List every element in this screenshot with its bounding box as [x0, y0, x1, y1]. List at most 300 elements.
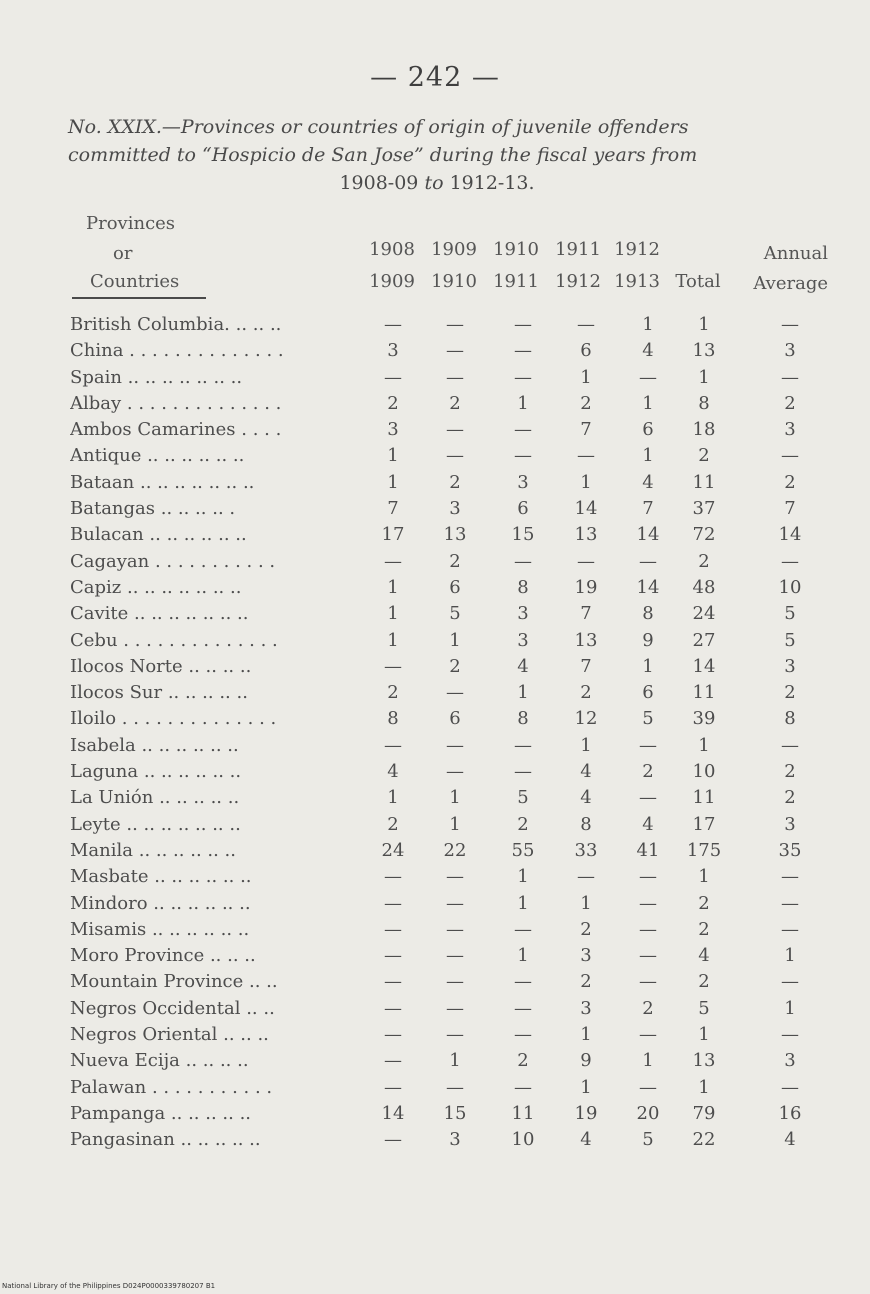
- row-total: 8: [698, 392, 710, 414]
- row-year-value: 1: [642, 392, 654, 414]
- table-row: [0, 891, 870, 917]
- row-year-value: —: [577, 445, 595, 467]
- row-year-value: 4: [517, 655, 529, 677]
- row-year-value: —: [384, 1024, 402, 1046]
- row-annual-average: 2: [784, 761, 796, 783]
- row-year-value: —: [514, 340, 532, 362]
- row-year-value: —: [514, 761, 532, 783]
- table-row: [0, 759, 870, 785]
- row-year-value: —: [639, 892, 657, 914]
- table-row: [0, 838, 870, 864]
- row-annual-average: 3: [784, 340, 796, 362]
- row-year-value: —: [446, 734, 464, 756]
- row-year-value: —: [384, 314, 402, 335]
- row-year-value: —: [446, 419, 464, 441]
- row-year-value: 1: [387, 629, 399, 651]
- row-year-value: —: [514, 971, 532, 993]
- table-row: [0, 943, 870, 969]
- row-year-value: —: [514, 734, 532, 756]
- row-year-value: 5: [517, 787, 529, 809]
- row-year-value: 2: [517, 1050, 529, 1072]
- table-row: [0, 496, 870, 522]
- row-year-value: —: [514, 918, 532, 940]
- table-caption: [68, 113, 836, 197]
- row-total: 14: [692, 655, 716, 677]
- row-year-value: —: [384, 550, 402, 572]
- row-annual-average: —: [781, 866, 799, 888]
- row-year-value: 2: [387, 392, 399, 414]
- header-total: Total: [675, 271, 721, 292]
- row-annual-average: —: [781, 734, 799, 756]
- table-row: [0, 470, 870, 496]
- row-annual-average: 35: [778, 839, 802, 861]
- row-province-name: Batangas .. .. .. .. .: [70, 498, 236, 520]
- row-province-name: Palawan . . . . . . . . . . .: [70, 1076, 273, 1098]
- row-year-value: 13: [574, 524, 598, 546]
- row-annual-average: 3: [784, 655, 796, 677]
- row-year-value: —: [514, 997, 532, 1019]
- row-year-value: 1: [642, 1050, 654, 1072]
- row-year-value: 19: [574, 576, 598, 598]
- row-year-value: —: [446, 971, 464, 993]
- row-province-name: Bataan .. .. .. .. .. .. ..: [70, 471, 255, 493]
- table-row: [0, 996, 870, 1022]
- row-year-value: 7: [387, 498, 399, 520]
- row-year-value: 5: [449, 603, 461, 625]
- header-or: or: [113, 243, 133, 264]
- row-province-name: Cebu . . . . . . . . . . . . . .: [70, 629, 278, 651]
- header-annual: Annual: [763, 243, 828, 264]
- row-year-value: —: [384, 734, 402, 756]
- row-total: 2: [698, 918, 710, 940]
- row-annual-average: 3: [784, 813, 796, 835]
- row-total: 1: [698, 314, 710, 335]
- row-year-value: —: [446, 1076, 464, 1098]
- row-annual-average: —: [781, 1024, 799, 1046]
- row-year-value: 1: [387, 603, 399, 625]
- row-total: 39: [692, 708, 716, 730]
- row-year-value: —: [446, 314, 464, 335]
- row-total: 1: [698, 734, 710, 756]
- row-province-name: Manila .. .. .. .. .. ..: [70, 839, 236, 861]
- row-year-value: 1: [387, 576, 399, 598]
- row-year-value: —: [577, 866, 595, 888]
- row-annual-average: —: [781, 366, 799, 388]
- row-year-value: —: [446, 340, 464, 362]
- table-row: [0, 1075, 870, 1101]
- row-province-name: Iloilo . . . . . . . . . . . . . .: [70, 708, 277, 730]
- row-total: 2: [698, 892, 710, 914]
- row-total: 13: [692, 1050, 716, 1072]
- row-province-name: Antique .. .. .. .. .. ..: [70, 445, 245, 467]
- row-total: 2: [698, 550, 710, 572]
- row-year-value: 9: [642, 629, 654, 651]
- row-year-value: 1: [642, 655, 654, 677]
- row-year-value: 2: [580, 392, 592, 414]
- row-year-value: 3: [517, 603, 529, 625]
- row-year-value: 6: [449, 576, 461, 598]
- row-total: 2: [698, 971, 710, 993]
- row-year-value: 3: [387, 340, 399, 362]
- row-year-value: 6: [642, 419, 654, 441]
- table-row: [0, 417, 870, 443]
- row-annual-average: 3: [784, 419, 796, 441]
- table-body: [0, 312, 870, 1154]
- row-year-value: 1: [642, 314, 654, 335]
- row-province-name: La Unión .. .. .. .. ..: [70, 787, 240, 809]
- row-year-value: —: [384, 1076, 402, 1098]
- row-year-value: —: [639, 734, 657, 756]
- row-year-value: —: [384, 971, 402, 993]
- row-year-value: 1: [642, 445, 654, 467]
- header-year-top-3: 1910: [493, 239, 539, 260]
- row-province-name: Mountain Province .. ..: [70, 971, 278, 993]
- row-year-value: —: [384, 945, 402, 967]
- row-annual-average: —: [781, 971, 799, 993]
- header-year-bottom-1: 1909: [369, 271, 415, 292]
- row-year-value: 1: [580, 1024, 592, 1046]
- row-total: 2: [698, 445, 710, 467]
- row-year-value: —: [514, 550, 532, 572]
- row-province-name: Albay . . . . . . . . . . . . . .: [70, 392, 282, 414]
- row-annual-average: 1: [784, 997, 796, 1019]
- row-province-name: Mindoro .. .. .. .. .. ..: [70, 892, 251, 914]
- row-year-value: —: [639, 550, 657, 572]
- row-annual-average: 1: [784, 945, 796, 967]
- row-year-value: 14: [636, 576, 660, 598]
- row-year-value: —: [514, 445, 532, 467]
- row-year-value: 14: [636, 524, 660, 546]
- row-year-value: 7: [580, 419, 592, 441]
- row-province-name: Pampanga .. .. .. .. ..: [70, 1102, 252, 1124]
- row-year-value: —: [384, 1050, 402, 1072]
- row-year-value: —: [384, 892, 402, 914]
- row-year-value: 8: [580, 813, 592, 835]
- row-total: 24: [692, 603, 716, 625]
- row-year-value: 9: [580, 1050, 592, 1072]
- table-row: [0, 733, 870, 759]
- row-year-value: 2: [580, 971, 592, 993]
- row-province-name: Laguna .. .. .. .. .. ..: [70, 761, 242, 783]
- row-annual-average: 4: [784, 1129, 796, 1151]
- row-year-value: 15: [443, 1102, 467, 1124]
- row-year-value: —: [639, 1024, 657, 1046]
- row-year-value: 55: [511, 839, 535, 861]
- row-year-value: 10: [511, 1129, 535, 1151]
- row-year-value: 2: [580, 918, 592, 940]
- row-year-value: —: [514, 314, 532, 335]
- table-row: [0, 549, 870, 575]
- row-year-value: —: [384, 997, 402, 1019]
- row-year-value: 1: [580, 734, 592, 756]
- row-year-value: —: [446, 761, 464, 783]
- row-year-value: 2: [580, 682, 592, 704]
- row-year-value: —: [577, 550, 595, 572]
- row-year-value: 8: [517, 708, 529, 730]
- row-province-name: Capiz .. .. .. .. .. .. ..: [70, 576, 242, 598]
- row-year-value: —: [446, 892, 464, 914]
- row-total: 1: [698, 866, 710, 888]
- row-year-value: 7: [580, 603, 592, 625]
- row-total: 17: [692, 813, 716, 835]
- row-year-value: 7: [642, 498, 654, 520]
- row-year-value: 1: [387, 787, 399, 809]
- row-year-value: 3: [580, 945, 592, 967]
- table-row: [0, 917, 870, 943]
- row-province-name: Masbate .. .. .. .. .. ..: [70, 866, 252, 888]
- table-row: [0, 1022, 870, 1048]
- row-year-value: 1: [449, 813, 461, 835]
- row-year-value: 4: [387, 761, 399, 783]
- row-year-value: 6: [449, 708, 461, 730]
- row-year-value: 1: [517, 866, 529, 888]
- row-year-value: 24: [381, 839, 405, 861]
- row-year-value: 4: [642, 471, 654, 493]
- row-year-value: 14: [381, 1102, 405, 1124]
- row-year-value: 12: [574, 708, 598, 730]
- row-year-value: —: [446, 445, 464, 467]
- row-year-value: 13: [574, 629, 598, 651]
- row-total: 27: [692, 629, 716, 651]
- table-row: [0, 680, 870, 706]
- header-underline: [72, 297, 206, 299]
- table-row: [0, 864, 870, 890]
- row-year-value: 1: [580, 471, 592, 493]
- row-province-name: Cagayan . . . . . . . . . . .: [70, 550, 276, 572]
- row-year-value: 1: [517, 945, 529, 967]
- row-year-value: —: [639, 1076, 657, 1098]
- header-countries: Countries: [90, 271, 180, 292]
- row-year-value: —: [639, 366, 657, 388]
- row-annual-average: 16: [778, 1102, 802, 1124]
- table-row: [0, 443, 870, 469]
- row-year-value: 1: [449, 629, 461, 651]
- row-year-value: —: [384, 655, 402, 677]
- row-year-value: 11: [511, 1102, 535, 1124]
- row-total: 37: [692, 498, 716, 520]
- table-row: [0, 522, 870, 548]
- row-total: 175: [686, 839, 722, 861]
- row-annual-average: —: [781, 314, 799, 335]
- row-year-value: —: [384, 866, 402, 888]
- table-row: [0, 365, 870, 391]
- row-year-value: —: [384, 1129, 402, 1151]
- row-annual-average: 2: [784, 471, 796, 493]
- row-province-name: Cavite .. .. .. .. .. .. ..: [70, 603, 249, 625]
- row-year-value: —: [446, 997, 464, 1019]
- row-total: 1: [698, 366, 710, 388]
- table-row: [0, 391, 870, 417]
- row-year-value: 6: [642, 682, 654, 704]
- row-year-value: 3: [580, 997, 592, 1019]
- row-year-value: 2: [449, 655, 461, 677]
- table-row: [0, 654, 870, 680]
- header-year-bottom-5: 1913: [614, 271, 660, 292]
- row-year-value: 5: [642, 1129, 654, 1151]
- row-year-value: 22: [443, 839, 467, 861]
- row-year-value: 1: [449, 787, 461, 809]
- row-year-value: —: [514, 1024, 532, 1046]
- row-year-value: 3: [449, 1129, 461, 1151]
- row-year-value: —: [639, 945, 657, 967]
- row-total: 48: [692, 576, 716, 598]
- row-total: 1: [698, 1024, 710, 1046]
- row-year-value: 3: [387, 419, 399, 441]
- row-year-value: —: [639, 918, 657, 940]
- row-year-value: 2: [387, 813, 399, 835]
- table-row: [0, 969, 870, 995]
- header-year-top-5: 1912: [614, 239, 660, 260]
- row-year-value: 4: [580, 1129, 592, 1151]
- row-year-value: 1: [449, 1050, 461, 1072]
- table-row: [0, 785, 870, 811]
- row-year-value: —: [446, 366, 464, 388]
- row-year-value: 4: [642, 813, 654, 835]
- row-year-value: 3: [449, 498, 461, 520]
- table-row: [0, 706, 870, 732]
- row-annual-average: 7: [784, 498, 796, 520]
- row-year-value: 5: [642, 708, 654, 730]
- row-year-value: 1: [517, 682, 529, 704]
- row-year-value: 33: [574, 839, 598, 861]
- row-total: 72: [692, 524, 716, 546]
- row-annual-average: 2: [784, 787, 796, 809]
- row-year-value: 6: [517, 498, 529, 520]
- row-province-name: Negros Oriental .. .. ..: [70, 1024, 269, 1046]
- row-annual-average: —: [781, 1076, 799, 1098]
- row-year-value: 7: [580, 655, 592, 677]
- row-annual-average: 5: [784, 629, 796, 651]
- row-province-name: China . . . . . . . . . . . . . .: [70, 340, 284, 362]
- header-year-bottom-4: 1912: [555, 271, 601, 292]
- row-year-value: 8: [517, 576, 529, 598]
- row-province-name: Pangasinan .. .. .. .. ..: [70, 1129, 261, 1151]
- row-year-value: 1: [517, 392, 529, 414]
- row-year-value: 15: [511, 524, 535, 546]
- table-row: [0, 812, 870, 838]
- row-total: 22: [692, 1129, 716, 1151]
- row-annual-average: 14: [778, 524, 802, 546]
- caption-line-2: committed to “Hospicio de San Jose” during the fiscal years from: [68, 144, 698, 166]
- row-province-name: Ambos Camarines . . . .: [70, 419, 282, 441]
- row-total: 18: [692, 419, 716, 441]
- row-annual-average: —: [781, 918, 799, 940]
- row-year-value: 19: [574, 1102, 598, 1124]
- row-year-value: 1: [580, 892, 592, 914]
- row-total: 5: [698, 997, 710, 1019]
- row-year-value: —: [639, 971, 657, 993]
- row-year-value: 3: [517, 629, 529, 651]
- caption-line-3: [68, 169, 836, 197]
- row-year-value: 2: [517, 813, 529, 835]
- row-year-value: 4: [580, 761, 592, 783]
- row-year-value: 2: [387, 682, 399, 704]
- caption-year-end: 1912-13.: [449, 172, 535, 194]
- row-province-name: Leyte .. .. .. .. .. .. ..: [70, 813, 241, 835]
- header-year-bottom-2: 1910: [431, 271, 477, 292]
- header-year-top-1: 1908: [369, 239, 415, 260]
- row-province-name: Bulacan .. .. .. .. .. ..: [70, 524, 247, 546]
- row-province-name: Spain .. .. .. .. .. .. ..: [70, 366, 243, 388]
- row-annual-average: 2: [784, 392, 796, 414]
- row-province-name: British Columbia. .. .. ..: [70, 314, 282, 335]
- row-year-value: 3: [517, 471, 529, 493]
- table-row: [0, 601, 870, 627]
- row-year-value: —: [514, 1076, 532, 1098]
- table-row: [0, 338, 870, 364]
- row-year-value: 8: [387, 708, 399, 730]
- header-provinces: Provinces: [86, 213, 176, 234]
- row-total: 11: [692, 787, 716, 809]
- row-year-value: 2: [642, 761, 654, 783]
- row-province-name: Moro Province .. .. ..: [70, 945, 256, 967]
- row-year-value: —: [446, 1024, 464, 1046]
- page-number: — 242 —: [370, 62, 500, 93]
- row-year-value: 2: [449, 392, 461, 414]
- header-year-top-2: 1909: [431, 239, 477, 260]
- row-year-value: 6: [580, 340, 592, 362]
- row-year-value: —: [639, 866, 657, 888]
- row-province-name: Isabela .. .. .. .. .. ..: [70, 734, 239, 756]
- row-total: 79: [692, 1102, 716, 1124]
- row-year-value: 17: [381, 524, 405, 546]
- library-footer: National Library of the Philippines D024P0000339780207 B1: [2, 1282, 216, 1290]
- row-year-value: 1: [517, 892, 529, 914]
- row-annual-average: 8: [784, 708, 796, 730]
- row-year-value: —: [384, 918, 402, 940]
- row-total: 11: [692, 682, 716, 704]
- row-year-value: —: [446, 945, 464, 967]
- row-year-value: 1: [387, 445, 399, 467]
- row-province-name: Ilocos Norte .. .. .. ..: [70, 655, 252, 677]
- row-year-value: —: [514, 366, 532, 388]
- caption-line-1: No. XXIX.—Provinces or countries of origin of juvenile offenders: [68, 116, 689, 138]
- row-year-value: —: [384, 366, 402, 388]
- table-row: [0, 312, 870, 338]
- row-year-value: —: [446, 866, 464, 888]
- row-year-value: 8: [642, 603, 654, 625]
- row-province-name: Misamis .. .. .. .. .. ..: [70, 918, 250, 940]
- table-row: [0, 1101, 870, 1127]
- row-province-name: Negros Occidental .. ..: [70, 997, 275, 1019]
- row-year-value: 1: [580, 1076, 592, 1098]
- table-row: [0, 628, 870, 654]
- header-average: Average: [753, 273, 828, 294]
- row-annual-average: 10: [778, 576, 802, 598]
- row-year-value: 2: [642, 997, 654, 1019]
- header-year-bottom-3: 1911: [493, 271, 539, 292]
- row-year-value: 4: [580, 787, 592, 809]
- table-row: [0, 575, 870, 601]
- row-year-value: —: [639, 787, 657, 809]
- row-year-value: 41: [636, 839, 660, 861]
- row-year-value: —: [514, 419, 532, 441]
- row-total: 11: [692, 471, 716, 493]
- row-year-value: 1: [580, 366, 592, 388]
- row-year-value: —: [577, 314, 595, 335]
- row-year-value: 20: [636, 1102, 660, 1124]
- row-annual-average: —: [781, 892, 799, 914]
- header-year-top-4: 1911: [555, 239, 601, 260]
- row-annual-average: —: [781, 550, 799, 572]
- row-year-value: —: [446, 918, 464, 940]
- row-year-value: 13: [443, 524, 467, 546]
- row-province-name: Nueva Ecija .. .. .. ..: [70, 1050, 249, 1072]
- row-total: 1: [698, 1076, 710, 1098]
- row-year-value: 1: [387, 471, 399, 493]
- caption-to: to: [424, 172, 444, 194]
- row-year-value: 2: [449, 471, 461, 493]
